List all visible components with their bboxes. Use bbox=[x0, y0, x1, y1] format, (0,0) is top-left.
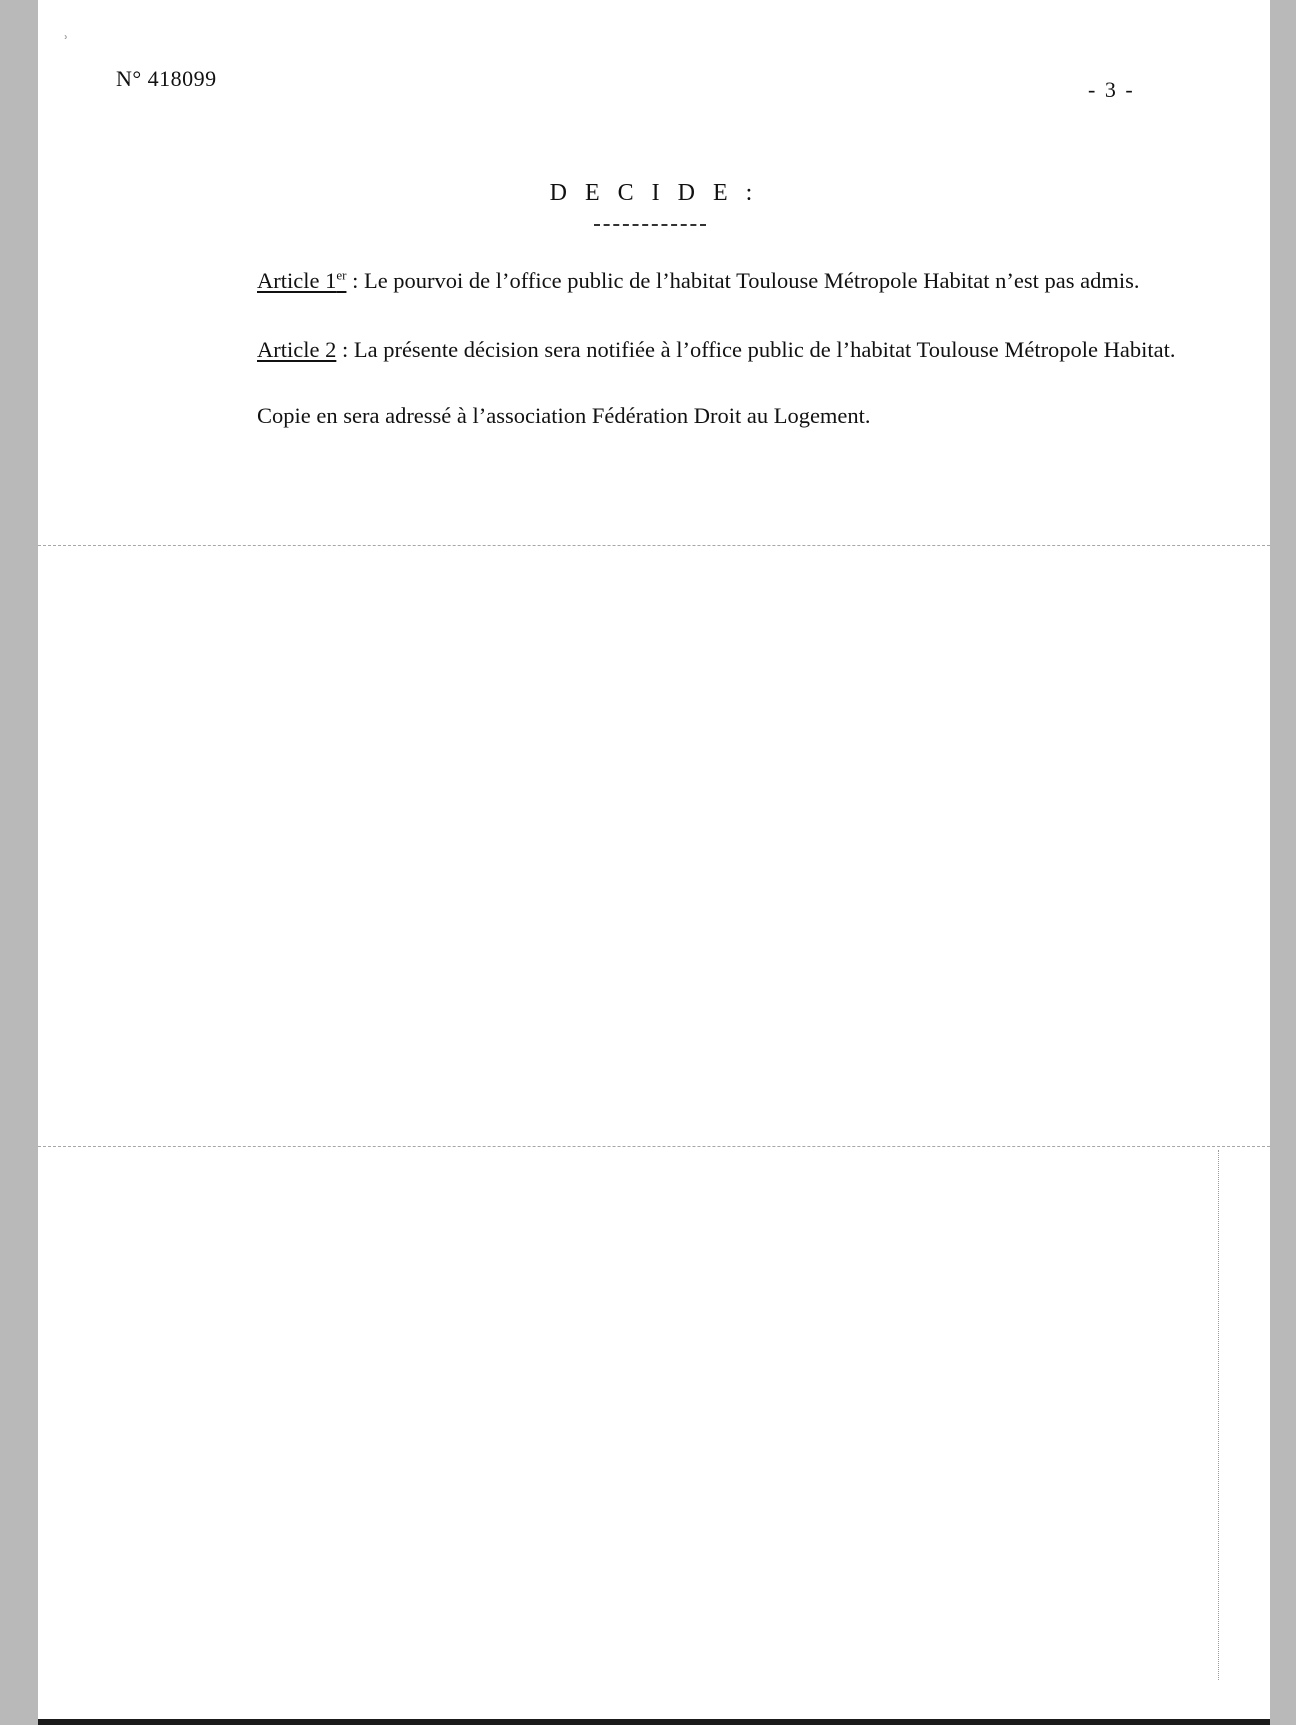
fold-line bbox=[38, 545, 1270, 546]
copy-notice: Copie en sera adressé à l’association Fédération Droit au Logement. bbox=[257, 403, 871, 428]
article-2-text: : La présente décision sera notifiée à l’office public de l’habitat Toulouse Métropole Habitat. bbox=[336, 337, 1176, 362]
heading-rule bbox=[594, 224, 706, 226]
article-1-label: Article 1er bbox=[257, 267, 347, 293]
binding-mark bbox=[1218, 1150, 1219, 1680]
page-number: - 3 - bbox=[1088, 77, 1135, 102]
article-1 bbox=[257, 268, 1182, 293]
document-number: N° 418099 bbox=[116, 66, 217, 91]
article-2-label: Article 2 bbox=[257, 337, 337, 362]
page-bottom-edge bbox=[38, 1719, 1270, 1725]
fold-line bbox=[38, 1146, 1270, 1147]
article-1-text: : Le pourvoi de l’office public de l’habitat Toulouse Métropole Habitat n’est pas admis. bbox=[346, 268, 1140, 293]
scan-speck: ʾ bbox=[64, 34, 69, 50]
article-2 bbox=[257, 337, 1182, 362]
decision-heading: D E C I D E : bbox=[549, 180, 759, 206]
document-page bbox=[38, 0, 1270, 1722]
